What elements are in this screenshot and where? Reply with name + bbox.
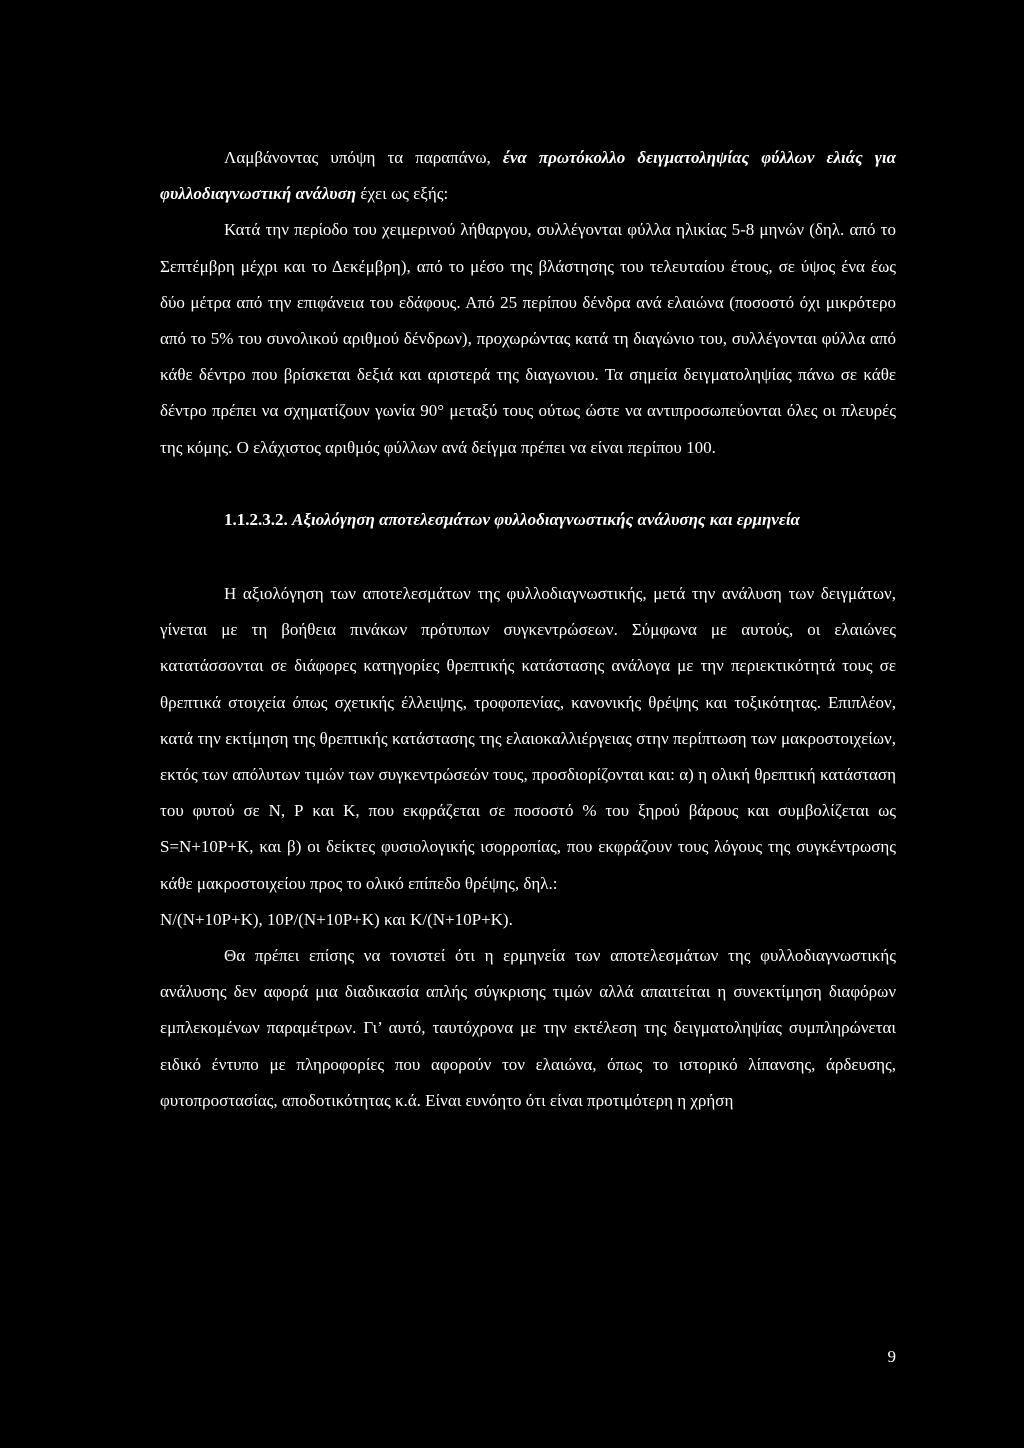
- balance-indices-formula: N/(N+10P+K), 10P/(N+10P+K) και K/(N+10P+K).: [160, 909, 513, 929]
- intro-emphasis-text: ένα πρωτόκολλο δειγματοληψίας φύλλων ελιάς για φυλλοδιαγνωστική ανάλυση: [160, 148, 896, 204]
- intro-tail-text: έχει ως εξής:: [360, 184, 449, 204]
- section-title: Αξιολόγηση αποτελεσμάτων φυλλοδιαγνωστικής ανάλυσης και ερμηνεία: [292, 509, 800, 529]
- section-number: 1.1.2.3.2.: [224, 509, 288, 529]
- section-heading: [160, 502, 896, 538]
- document-page: [160, 140, 896, 1440]
- intro-lead-text: Λαμβάνοντας υπόψη τα παραπάνω,: [224, 148, 491, 167]
- evaluation-paragraph: Η αξιολόγηση των αποτελεσμάτων της φυλλοδιαγνωστικής, μετά την ανάλυση των δειγμάτων, γίνεται με τη βοήθεια πινάκων πρότυπων συγκεντρώσεων. Σύμφωνα με αυτούς, οι ελαιώνες κατατάσσονται σε διάφορες κατηγορίες θρεπτικής κατάστασης ανάλογα με την περιεκτικότητά τους σε θρεπτικά στοιχεία όπως σχετικής έλλειψης, τροφοπενίας, κανονικής θρέψης και τοξικότητας. Επιπλέον, κατά την εκτίμηση της θρεπτικής κατάστασης της ελαιοκαλλιέργειας στην περίπτωση των μακροστοιχείων, εκτός των απόλυτων τιμών των συγκεντρώσεών τους, προσδιορίζονται και: α) η ολική θρεπτική κατάσταση του φυτού σε Ν, Ρ και Κ, που εκφράζεται σε ποσοστό % του ξηρού βάρους και συμβολίζεται ως S=N+10P+K, και β) οι δείκτες φυσιολογικής ισορροπίας, που εκφράζουν τους λόγους της συγκέντρωσης κάθε μακροστοιχείου προς το ολικό επίπεδο θρέψης, δηλ.:: [160, 584, 896, 893]
- interpretation-paragraph: Θα πρέπει επίσης να τονιστεί ότι η ερμηνεία των αποτελεσμάτων της φυλλοδιαγνωστικής ανάλυσης δεν αφορά μια διαδικασία απλής σύγκρισης τιμών αλλά απαιτείται η συνεκτίμηση διαφόρων εμπλεκομένων παραμέτρων. Γι’ αυτό, ταυτόχρονα με την εκτέλεση της δειγματοληψίας συμπληρώνεται ειδικό έντυπο με πληροφορίες που αφορούν τον ελαιώνα, όπως το ιστορικό λίπανσης, άρδευσης, φυτοπροστασίας, αποδοτικότητας κ.ά. Είναι ευνόητο ότι είναι προτιμότερη η χρήση: [160, 946, 896, 1110]
- intro-paragraph: [160, 140, 896, 212]
- page-number: 9: [887, 1347, 896, 1366]
- sampling-protocol-paragraph: Κατά την περίοδο του χειμερινού λήθαργου, συλλέγονται φύλλα ηλικίας 5-8 μηνών (δηλ. από το Σεπτέμβρη μέχρι και το Δεκέμβρη), από το μέσο της βλάστησης του τελευταίου έτους, σε ύψος ένα έως δύο μέτρα από την επιφάνεια του εδάφους. Από 25 περίπου δένδρα ανά ελαιώνα (ποσοστό όχι μικρότερο από το 5% του συνολικού αριθμού δένδρων), προχωρώντας κατά τη διαγώνιο του, συλλέγονται φύλλα από κάθε δέντρο που βρίσκεται δεξιά και αριστερά της διαγωνιου. Τα σημεία δειγματοληψίας πάνω σε κάθε δέντρο πρέπει να σχηματίζουν γωνία 90° μεταξύ τους ούτως ώστε να αντιπροσωπεύονται όλες οι πλευρές της κόμης. Ο ελάχιστος αριθμός φύλλων ανά δείγμα πρέπει να είναι περίπου 100.: [160, 220, 896, 457]
